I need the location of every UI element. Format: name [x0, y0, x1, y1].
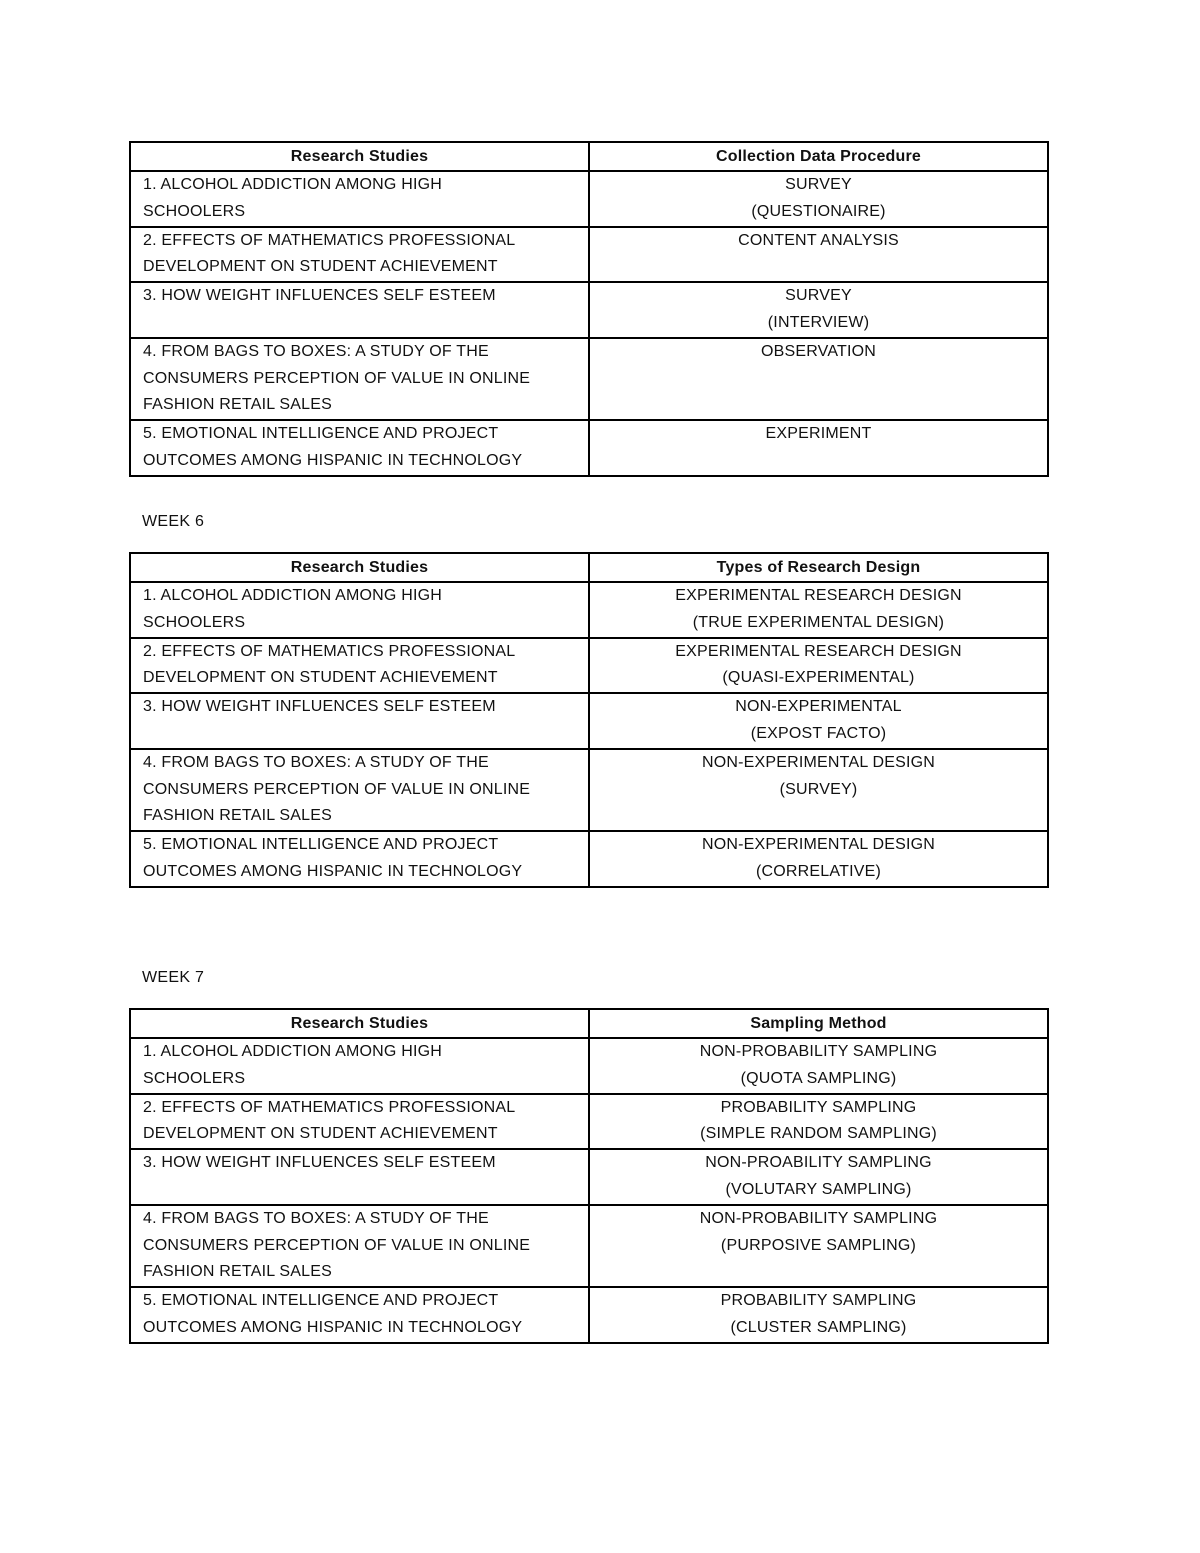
cell-text: (VOLUTARY SAMPLING) — [725, 1180, 912, 1198]
cell-text: OUTCOMES AMONG HISPANIC IN TECHNOLOGY — [143, 862, 523, 880]
cell-text: 3. HOW WEIGHT INFLUENCES SELF ESTEEM — [143, 698, 496, 716]
table-header-row — [130, 1009, 1048, 1038]
cell-text: SURVEY — [785, 176, 852, 193]
table-row — [130, 420, 1048, 476]
cell-text: CONSUMERS PERCEPTION OF VALUE IN ONLINE — [143, 369, 531, 387]
cell-text: (TRUE EXPERIMENTAL DESIGN) — [692, 613, 945, 631]
week-label: WEEK 6 — [142, 513, 205, 530]
column-header: Types of Research Design — [589, 553, 1048, 582]
cell-text: (QUASI-EXPERIMENTAL) — [722, 669, 915, 687]
research-design-table — [129, 552, 1049, 888]
collection-procedure-table — [129, 141, 1049, 477]
study-cell — [130, 420, 589, 476]
cell-text: 4. FROM BAGS TO BOXES: A STUDY OF THE — [143, 1209, 489, 1227]
cell-text: CONTENT ANALYSIS — [738, 231, 899, 249]
table-row — [130, 582, 1048, 638]
cell-text: NON-PROABILITY SAMPLING — [705, 1154, 932, 1172]
cell-text: DEVELOPMENT ON STUDENT ACHIEVEMENT — [143, 1125, 498, 1143]
cell-text: 5. EMOTIONAL INTELLIGENCE AND PROJECT — [143, 836, 499, 854]
cell-text: 4. FROM BAGS TO BOXES: A STUDY OF THE — [143, 342, 489, 360]
value-cell — [589, 638, 1048, 694]
table-row — [130, 282, 1048, 338]
column-header: Research Studies — [130, 1009, 589, 1038]
study-cell — [130, 227, 589, 283]
cell-text: (INTERVIEW) — [767, 313, 870, 331]
cell-text: FASHION RETAIL SALES — [143, 1263, 332, 1281]
cell-text: NON-EXPERIMENTAL DESIGN — [701, 753, 936, 771]
week-label: WEEK 7 — [142, 969, 205, 986]
table-row — [130, 1287, 1048, 1343]
cell-text: SCHOOLERS — [143, 613, 246, 631]
study-cell — [130, 282, 589, 338]
cell-text: EXPERIMENT — [765, 425, 872, 443]
table-row — [130, 171, 1048, 227]
cell-text: SURVEY — [785, 287, 852, 305]
value-cell — [589, 582, 1048, 638]
value-cell — [589, 749, 1048, 831]
column-header: Research Studies — [130, 142, 589, 171]
table-row — [130, 227, 1048, 283]
table-row — [130, 1205, 1048, 1287]
table-row — [130, 338, 1048, 420]
table-row — [130, 693, 1048, 749]
value-cell — [589, 171, 1048, 227]
table-row — [130, 749, 1048, 831]
table-header-row — [130, 553, 1048, 582]
value-cell — [589, 282, 1048, 338]
table-row — [130, 638, 1048, 694]
column-header: Collection Data Procedure — [589, 142, 1048, 171]
cell-text: 1. ALCOHOL ADDICTION AMONG HIGH — [143, 587, 442, 604]
column-header: Research Studies — [130, 553, 589, 582]
value-cell — [589, 1205, 1048, 1287]
study-cell — [130, 582, 589, 638]
table-row — [130, 831, 1048, 887]
cell-text: CONSUMERS PERCEPTION OF VALUE IN ONLINE — [143, 1236, 531, 1254]
cell-text: CONSUMERS PERCEPTION OF VALUE IN ONLINE — [143, 780, 531, 798]
study-cell — [130, 1038, 589, 1094]
study-cell — [130, 1149, 589, 1205]
cell-text: 5. EMOTIONAL INTELLIGENCE AND PROJECT — [143, 425, 499, 443]
study-cell — [130, 638, 589, 694]
cell-text: SCHOOLERS — [143, 202, 246, 220]
cell-text: 2. EFFECTS OF MATHEMATICS PROFESSIONAL — [143, 231, 516, 249]
cell-text: (PURPOSIVE SAMPLING) — [720, 1236, 917, 1254]
table-row — [130, 1038, 1048, 1094]
cell-text: (QUESTIONAIRE) — [751, 202, 886, 220]
cell-text: 3. HOW WEIGHT INFLUENCES SELF ESTEEM — [143, 287, 496, 305]
cell-text: (QUOTA SAMPLING) — [740, 1069, 897, 1087]
cell-text: EXPERIMENTAL RESEARCH DESIGN — [675, 642, 962, 660]
column-header: Sampling Method — [589, 1009, 1048, 1038]
cell-text: NON-PROBABILITY SAMPLING — [699, 1043, 938, 1060]
value-cell — [589, 1149, 1048, 1205]
cell-text: 2. EFFECTS OF MATHEMATICS PROFESSIONAL — [143, 1098, 516, 1116]
cell-text: DEVELOPMENT ON STUDENT ACHIEVEMENT — [143, 669, 498, 687]
table-row — [130, 1094, 1048, 1150]
table-row — [130, 1149, 1048, 1205]
cell-text: DEVELOPMENT ON STUDENT ACHIEVEMENT — [143, 258, 498, 276]
value-cell — [589, 227, 1048, 283]
value-cell — [589, 1038, 1048, 1094]
cell-text: (SURVEY) — [779, 780, 858, 798]
study-cell — [130, 171, 589, 227]
study-cell — [130, 338, 589, 420]
value-cell — [589, 831, 1048, 887]
value-cell — [589, 1287, 1048, 1343]
cell-text: OUTCOMES AMONG HISPANIC IN TECHNOLOGY — [143, 451, 523, 469]
study-cell — [130, 831, 589, 887]
cell-text: FASHION RETAIL SALES — [143, 396, 332, 414]
value-cell — [589, 420, 1048, 476]
cell-text: OUTCOMES AMONG HISPANIC IN TECHNOLOGY — [143, 1318, 523, 1336]
cell-text: (CLUSTER SAMPLING) — [730, 1318, 907, 1336]
study-cell — [130, 693, 589, 749]
cell-text: PROBABILITY SAMPLING — [720, 1098, 917, 1116]
cell-text: 1. ALCOHOL ADDICTION AMONG HIGH — [143, 1043, 442, 1060]
sampling-method-table — [129, 1008, 1049, 1344]
cell-text: EXPERIMENTAL RESEARCH DESIGN — [675, 587, 962, 604]
study-cell — [130, 1094, 589, 1150]
cell-text: (EXPOST FACTO) — [750, 724, 887, 742]
study-cell — [130, 749, 589, 831]
table-header-row — [130, 142, 1048, 171]
cell-text: NON-EXPERIMENTAL DESIGN — [701, 836, 936, 854]
cell-text: 4. FROM BAGS TO BOXES: A STUDY OF THE — [143, 753, 489, 771]
cell-text: 5. EMOTIONAL INTELLIGENCE AND PROJECT — [143, 1292, 499, 1310]
cell-text: PROBABILITY SAMPLING — [720, 1292, 917, 1310]
cell-text: OBSERVATION — [760, 342, 877, 360]
cell-text: NON-PROBABILITY SAMPLING — [699, 1209, 938, 1227]
value-cell — [589, 338, 1048, 420]
study-cell — [130, 1205, 589, 1287]
cell-text: NON-EXPERIMENTAL — [735, 698, 902, 716]
cell-text: (SIMPLE RANDOM SAMPLING) — [700, 1125, 937, 1143]
cell-text: 3. HOW WEIGHT INFLUENCES SELF ESTEEM — [143, 1154, 496, 1172]
cell-text: (CORRELATIVE) — [756, 862, 881, 880]
cell-text: SCHOOLERS — [143, 1069, 246, 1087]
cell-text: FASHION RETAIL SALES — [143, 807, 332, 825]
cell-text: 1. ALCOHOL ADDICTION AMONG HIGH — [143, 176, 442, 193]
value-cell — [589, 1094, 1048, 1150]
value-cell — [589, 693, 1048, 749]
study-cell — [130, 1287, 589, 1343]
cell-text: 2. EFFECTS OF MATHEMATICS PROFESSIONAL — [143, 642, 516, 660]
